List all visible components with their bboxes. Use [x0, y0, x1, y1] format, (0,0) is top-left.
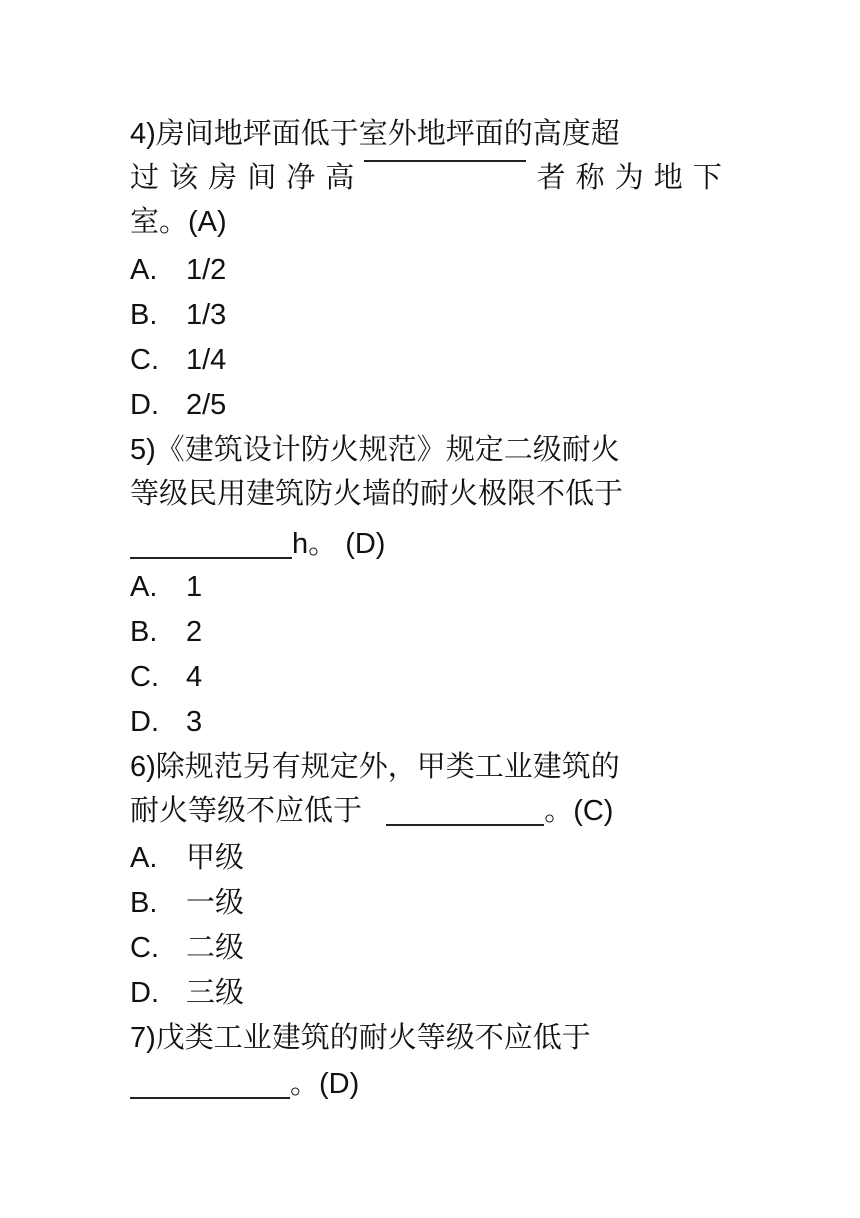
- question-7-line-1: [130, 1020, 591, 1056]
- option-letter: B.: [130, 887, 158, 919]
- question-4-line-1: [130, 116, 620, 152]
- option-letter: A.: [130, 254, 158, 286]
- question-text: 除规范另有规定外，甲类工业建筑的: [155, 751, 620, 783]
- question-number: 6): [130, 751, 156, 783]
- option-letter: B.: [130, 616, 158, 648]
- char: 该: [169, 162, 199, 194]
- option-text: 1/2: [186, 254, 227, 286]
- option-c: [130, 659, 202, 695]
- option-text: 甲级: [186, 842, 245, 874]
- answer-key: (D): [319, 1068, 360, 1100]
- char: 净: [286, 162, 316, 194]
- question-6-line-1: [130, 749, 620, 785]
- option-a: [130, 569, 202, 605]
- question-5-line-2: [130, 476, 623, 512]
- question-5-line-3: [130, 526, 385, 562]
- option-b: [130, 297, 226, 333]
- option-d: [130, 975, 244, 1011]
- option-text: 2/5: [186, 389, 227, 421]
- char: 高: [325, 162, 355, 194]
- option-letter: C.: [130, 932, 159, 964]
- option-text: 4: [186, 661, 203, 693]
- answer-blank: [364, 160, 526, 162]
- question-text: 。: [544, 795, 574, 827]
- answer-key: (D): [345, 528, 386, 560]
- question-number: 4): [130, 118, 156, 150]
- question-5-line-1: [130, 432, 620, 468]
- option-d: [130, 387, 226, 423]
- option-letter: A.: [130, 571, 158, 603]
- char: 者: [536, 162, 566, 194]
- option-a: [130, 840, 244, 876]
- option-text: 3: [186, 706, 203, 738]
- option-letter: D.: [130, 706, 159, 738]
- question-4-line-2: [130, 160, 722, 196]
- char: 称: [575, 162, 605, 194]
- question-4-line-3: [130, 204, 227, 240]
- option-text: 一级: [186, 887, 245, 919]
- answer-blank: [130, 1097, 290, 1099]
- option-text: 1: [186, 571, 203, 603]
- option-c: [130, 930, 244, 966]
- question-text: h。: [292, 528, 338, 560]
- char: 地: [653, 162, 683, 194]
- answer-key: (C): [573, 795, 614, 827]
- answer-blank: [386, 824, 544, 826]
- question-text: 。: [290, 1068, 320, 1100]
- char: 为: [614, 162, 644, 194]
- option-b: [130, 614, 202, 650]
- option-c: [130, 342, 226, 378]
- option-text: 二级: [186, 932, 245, 964]
- option-text: 2: [186, 616, 203, 648]
- option-text: 1/4: [186, 344, 227, 376]
- option-letter: A.: [130, 842, 158, 874]
- option-letter: D.: [130, 389, 159, 421]
- option-letter: C.: [130, 661, 159, 693]
- question-7-line-2: [130, 1066, 359, 1102]
- char: 下: [692, 162, 722, 194]
- question-text: 戊类工业建筑的耐火等级不应低于: [155, 1022, 591, 1054]
- question-6-line-2: [130, 793, 613, 829]
- option-text: 1/3: [186, 299, 227, 331]
- char: 过: [130, 162, 160, 194]
- question-text: 《建筑设计防火规范》规定二级耐火: [155, 434, 620, 466]
- answer-key: (A): [188, 206, 227, 238]
- option-d: [130, 704, 202, 740]
- question-text: 等级民用建筑防火墙的耐火极限不低于: [130, 478, 624, 510]
- option-letter: D.: [130, 977, 159, 1009]
- question-text: 耐火等级不应低于: [130, 795, 363, 827]
- option-text: 三级: [186, 977, 245, 1009]
- question-number: 5): [130, 434, 156, 466]
- option-letter: C.: [130, 344, 159, 376]
- option-letter: B.: [130, 299, 158, 331]
- option-a: [130, 252, 226, 288]
- option-b: [130, 885, 244, 921]
- question-text: 室。: [130, 206, 189, 238]
- question-number: 7): [130, 1022, 156, 1054]
- question-text: 房间地坪面低于室外地坪面的高度超: [155, 118, 620, 150]
- answer-blank: [130, 557, 292, 559]
- char: 间: [247, 162, 277, 194]
- char: 房: [208, 162, 238, 194]
